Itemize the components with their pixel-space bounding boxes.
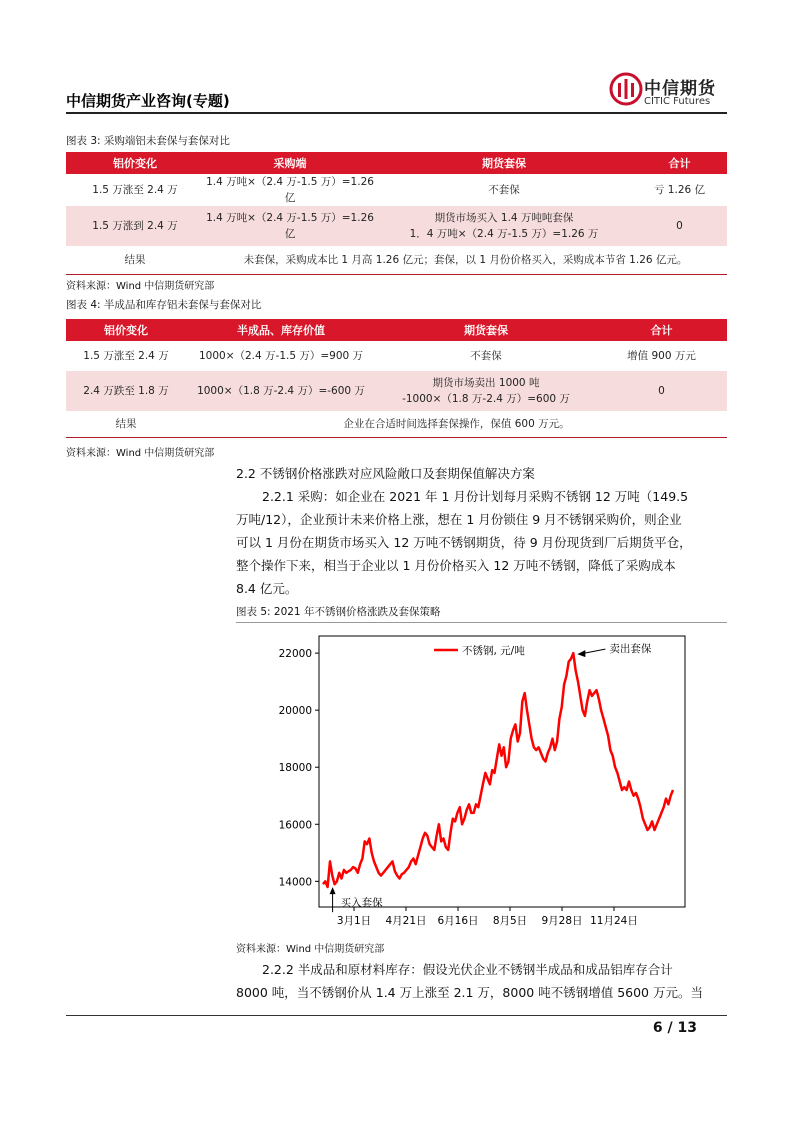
table4-cell bbox=[376, 371, 596, 411]
section-paragraph bbox=[236, 485, 728, 600]
table3 bbox=[66, 152, 727, 275]
y-tick-label: 18000 bbox=[278, 762, 312, 775]
figure5-source: 资料来源：Wind 中信期货研究部 bbox=[236, 944, 385, 955]
table4-result-text: 企业在合适时间选择套保操作，保值 600 万元。 bbox=[186, 411, 727, 437]
paragraph-line: 可以 1 月份在期货市场买入 12 万吨不锈钢期货，待 9 月份现货到厂后期货平仓， bbox=[236, 535, 692, 550]
table3-header: 合计 bbox=[632, 152, 727, 174]
x-tick-label: 4月21日 bbox=[385, 915, 427, 927]
x-tick-label: 11月24日 bbox=[590, 915, 638, 927]
page-number: 6 / 13 bbox=[652, 1020, 697, 1036]
paragraph-line: 整个操作下来，相当于企业以 1 月份价格买入 12 万吨不锈钢，降低了采购成本 bbox=[236, 558, 676, 573]
table3-cell: 1.5 万涨到 2.4 万 bbox=[66, 206, 204, 246]
cell-line: 期货市场卖出 1000 吨 bbox=[432, 377, 540, 389]
table3-cell: 1.4 万吨×（2.4 万-1.5 万）=1.26 亿 bbox=[204, 206, 376, 246]
table4-cell: 增值 900 万元 bbox=[627, 350, 696, 362]
header-rule bbox=[66, 112, 727, 114]
x-tick-label: 3月1日 bbox=[336, 915, 372, 927]
figure-top-rule bbox=[236, 622, 727, 623]
cell-line: -1000×（1.8 万-2.4 万）=600 万 bbox=[402, 393, 570, 405]
table4-cell: 2.4 万跌至 1.8 万 bbox=[66, 371, 186, 411]
series-line-stainless bbox=[323, 653, 673, 887]
footer-rule bbox=[66, 1015, 727, 1016]
table3-source: 资料来源：Wind 中信期货研究部 bbox=[66, 281, 215, 292]
report-title: 中信期货产业咨询(专题) bbox=[66, 92, 230, 110]
table3-caption: 图表 3: 采购端铝未套保与套保对比 bbox=[66, 135, 230, 147]
table4-source: 资料来源：Wind 中信期货研究部 bbox=[66, 448, 215, 459]
annotation-sell-hedge: 卖出套保 bbox=[609, 643, 652, 656]
table4-cell: 1000×（2.4 万-1.5 万）=900 万 bbox=[198, 350, 364, 362]
paragraph-line: 8000 吨，当不锈钢价从 1.4 万上涨至 2.1 万，8000 吨不锈钢增值 5600 万元。当 bbox=[236, 985, 703, 1000]
price-line-chart bbox=[236, 624, 727, 934]
logo-cn-text: 中信期货 bbox=[644, 79, 716, 99]
x-tick-label: 9月28日 bbox=[541, 915, 583, 927]
plot-frame bbox=[319, 636, 685, 910]
table4-cell: 1.5 万涨至 2.4 万 bbox=[83, 350, 169, 362]
annotation-arrowhead-buy bbox=[330, 887, 336, 894]
x-tick-label: 8月5日 bbox=[492, 915, 528, 927]
table3-result-label: 结果 bbox=[66, 246, 204, 274]
table3-header: 期货套保 bbox=[376, 152, 632, 174]
cell-line: 期货市场买入 1.4 万吨吨套保 bbox=[434, 212, 574, 224]
logo-en-text: CITIC Futures bbox=[644, 96, 711, 107]
paragraph-line: 2.2.2 半成品和原材料库存：假设光伏企业不锈钢半成品和成品铝库存合计 bbox=[262, 962, 673, 977]
annotation-arrowhead-sell bbox=[577, 650, 585, 657]
table3-header: 铝价变化 bbox=[66, 152, 204, 174]
table4-cell: 不套保 bbox=[470, 350, 502, 362]
table3-cell: 1.4 万吨×（2.4 万-1.5 万）=1.26 亿 bbox=[206, 176, 374, 204]
paragraph-line: 万吨/12），企业预计未来价格上涨，想在 1 月份锁住 9 月不锈钢采购价，则企业 bbox=[236, 512, 682, 527]
paragraph-line: 2.2.1 采购：如企业在 2021 年 1 月份计划每月采购不锈钢 12 万吨（149.5 bbox=[262, 489, 689, 504]
table3-result-text: 未套保，采购成本比 1 月高 1.26 亿元；套保，以 1 月份价格买入，采购成本节省 1.26 亿元。 bbox=[204, 246, 727, 274]
x-tick-label: 6月16日 bbox=[437, 915, 479, 927]
y-tick-label: 14000 bbox=[278, 876, 312, 889]
table4-cell: 0 bbox=[596, 371, 727, 411]
table3-cell bbox=[376, 206, 632, 246]
table3-cell: 0 bbox=[632, 206, 727, 246]
y-tick-label: 22000 bbox=[278, 648, 312, 661]
legend-label: 不锈钢, 元/吨 bbox=[462, 645, 525, 657]
table4-result-label: 结果 bbox=[66, 411, 186, 437]
y-tick-label: 20000 bbox=[278, 705, 312, 718]
table3-cell: 不套保 bbox=[488, 184, 520, 196]
y-tick-label: 16000 bbox=[278, 819, 312, 832]
annotation-buy-hedge: 买入套保 bbox=[340, 897, 383, 910]
table4-header: 铝价变化 bbox=[66, 319, 186, 341]
table3-cell: 亏 1.26 亿 bbox=[653, 184, 706, 196]
table4-header: 期货套保 bbox=[376, 319, 596, 341]
table4-cell: 1000×（1.8 万-2.4 万）=-600 万 bbox=[186, 371, 376, 411]
table3-cell: 1.5 万涨至 2.4 万 bbox=[92, 184, 178, 196]
cell-line: 1．4 万吨×（2.4 万-1.5 万）=1.26 万 bbox=[409, 228, 599, 240]
table4-caption: 图表 4: 半成品和库存铝未套保与套保对比 bbox=[66, 299, 262, 311]
table4-header: 合计 bbox=[596, 319, 727, 341]
table4 bbox=[66, 319, 727, 438]
section-heading: 2.2 不锈钢价格涨跌对应风险敞口及套期保值解决方案 bbox=[236, 466, 535, 481]
section2-paragraph bbox=[236, 958, 728, 1004]
citic-logo-icon bbox=[609, 72, 643, 106]
table3-header: 采购端 bbox=[204, 152, 376, 174]
paragraph-line: 8.4 亿元。 bbox=[236, 581, 298, 596]
table4-header: 半成品、库存价值 bbox=[186, 319, 376, 341]
figure5-caption: 图表 5: 2021 年不锈钢价格涨跌及套保策略 bbox=[236, 606, 441, 618]
